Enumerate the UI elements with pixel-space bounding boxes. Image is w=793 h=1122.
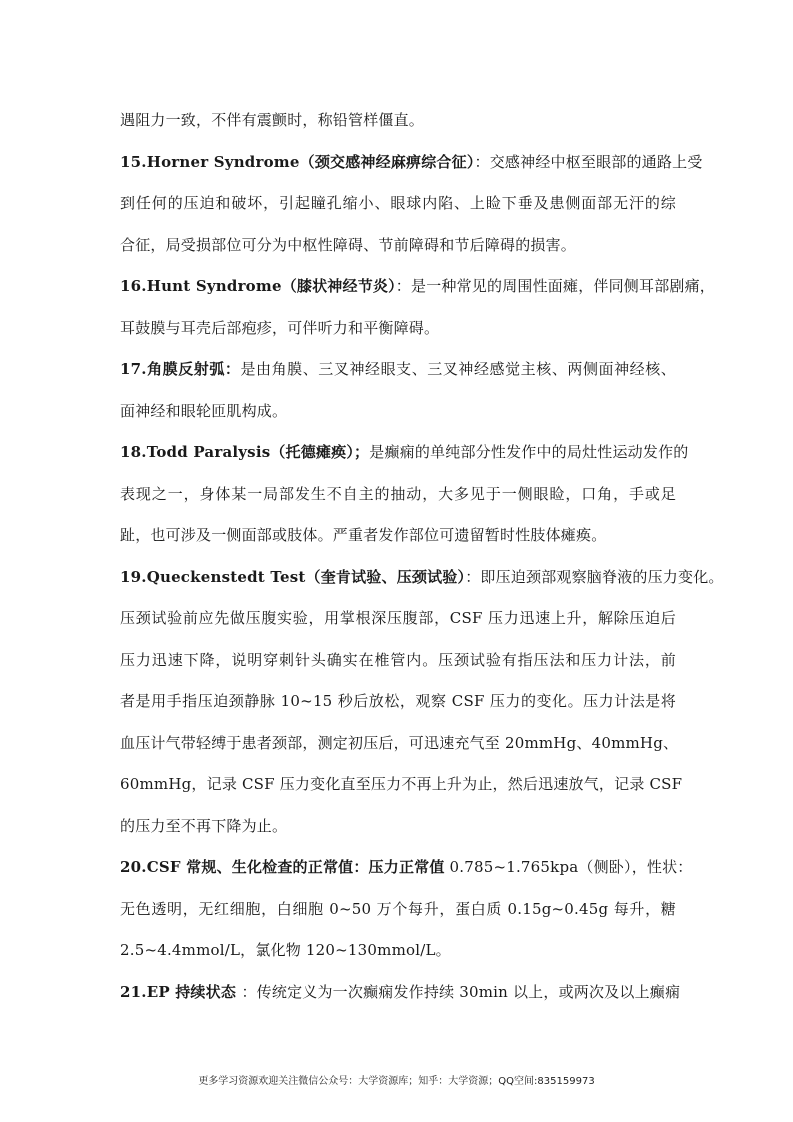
- text-run: 面神经和眼轮匝肌构成。: [120, 401, 288, 420]
- text-line: [120, 723, 679, 765]
- text-run: 者是用手指压迫颈静脉 10~15 秒后放松，观察 CSF 压力的变化。压力计法是将: [120, 692, 676, 710]
- text-line: [120, 100, 676, 142]
- text-line: [120, 764, 683, 806]
- text-line: [120, 681, 676, 723]
- text-line: [120, 391, 676, 433]
- text-line: [120, 847, 693, 889]
- text-line: [120, 972, 681, 1014]
- text-run: ：传统定义为一次癫痫发作持续 30min 以上，或两次及以上癫痫: [241, 982, 681, 1001]
- text-line: [120, 557, 724, 599]
- text-line: [120, 266, 715, 308]
- text-line: [120, 349, 676, 391]
- text-run: 2.5~4.4mmol/L，氯化物 120~130mmol/L。: [120, 941, 451, 959]
- page-footer: 更多学习资源欢迎关注微信公众号：大学资源库；知乎：大学资源；QQ空间:835159973: [198, 1076, 595, 1087]
- bold-term: 21.EP 持续状态: [120, 982, 242, 1001]
- text-run: 趾，也可涉及一侧面部或肢体。严重者发作部位可遗留暂时性肢体瘫痪。: [120, 526, 607, 544]
- text-line: [120, 640, 676, 682]
- bold-term: 19.Queckenstedt Test（奎肯试验、压颈试验）: [120, 567, 466, 586]
- bold-term: 18.Todd Paralysis（托德瘫痪）；: [120, 443, 370, 461]
- text-run: 血压计气带轻缚于患者颈部，测定初压后，可迅速充气至 20mmHg、40mmHg、: [120, 733, 679, 752]
- text-line: [120, 930, 676, 972]
- text-run: 无色透明，无红细胞，白细胞 0~50 万个每升，蛋白质 0.15g~0.45g 每升，糖: [120, 899, 676, 918]
- text-line: [120, 889, 676, 931]
- text-line: [120, 225, 676, 267]
- bold-term: 17.角膜反射弧：: [120, 360, 241, 378]
- text-line: [120, 432, 689, 474]
- bold-term: 16.Hunt Syndrome（膝状神经节炎）: [120, 277, 396, 295]
- bold-term: 15.Horner Syndrome（颈交感神经麻痹综合征）: [120, 152, 475, 171]
- document-body: [120, 100, 724, 1013]
- text-run: 是癫痫的单纯部分性发作中的局灶性运动发作的: [369, 443, 689, 461]
- bold-term: 20.CSF 常规、生化检查的正常值：压力正常值: [120, 858, 445, 876]
- text-run: 表现之一，身体某一局部发生不自主的抽动，大多见于一侧眼睑，口角，手或足: [120, 484, 676, 503]
- text-run: 耳鼓膜与耳壳后部疱疹，可伴听力和平衡障碍。: [120, 318, 440, 337]
- text-line: [120, 598, 676, 640]
- text-run: 60mmHg，记录 CSF 压力变化直至压力不再上升为止，然后迅速放气，记录 CSF: [120, 775, 683, 793]
- text-line: [120, 183, 676, 225]
- text-run: 遇阻力一致，不伴有震颤时，称铅管样僵直。: [120, 111, 425, 129]
- text-run: 压颈试验前应先做压腹实验，用掌根深压腹部，CSF 压力迅速上升，解除压迫后: [120, 609, 676, 627]
- text-line: [120, 806, 676, 848]
- text-run: 0.785~1.765kpa（侧卧），性状：: [444, 858, 693, 876]
- text-run: ：是一种常见的周围性面瘫，伴同侧耳部剧痛，: [395, 277, 715, 295]
- text-run: 是由角膜、三叉神经眼支、三叉神经感觉主核、两侧面神经核、: [240, 360, 676, 378]
- text-run: 的压力至不再下降为止。: [120, 816, 288, 835]
- text-line: [120, 515, 676, 557]
- text-run: 合征，局受损部位可分为中枢性障碍、节前障碍和节后障碍的损害。: [120, 235, 577, 254]
- text-run: ：即压迫颈部观察脑脊液的压力变化。: [465, 567, 724, 586]
- text-run: 到任何的压迫和破坏，引起瞳孔缩小、眼球内陷、上睑下垂及患侧面部无汗的综: [120, 194, 676, 212]
- text-run: ：交感神经中枢至眼部的通路上受: [474, 152, 703, 171]
- text-line: [120, 308, 676, 350]
- text-run: 压力迅速下降，说明穿刺针头确实在椎管内。压颈试验有指压法和压力计法，前: [120, 650, 676, 669]
- text-line: [120, 474, 676, 516]
- text-line: [120, 142, 703, 184]
